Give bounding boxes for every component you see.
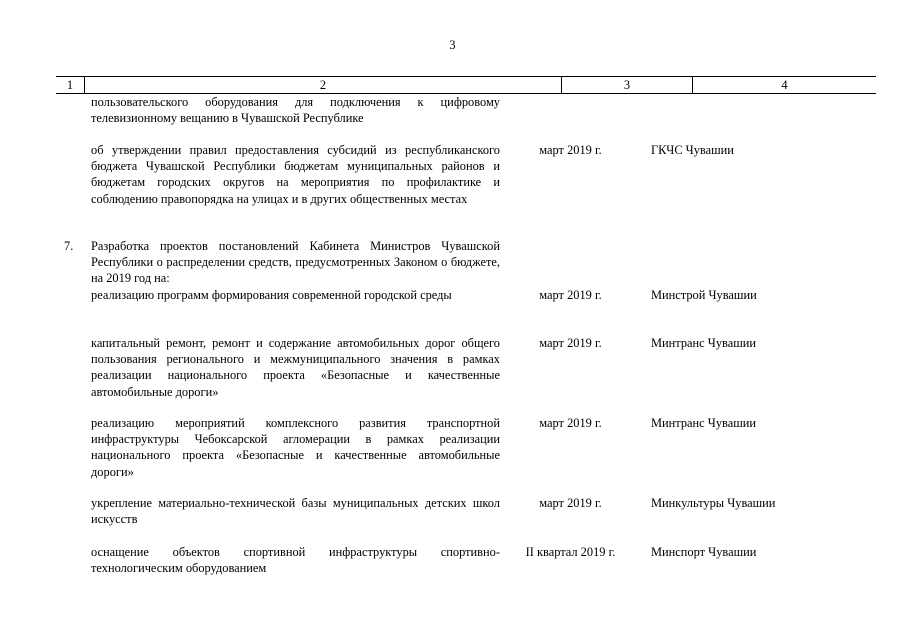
header-cell-3: 3 xyxy=(561,77,692,93)
table-row-text: укрепление материально-технической базы муниципальных детских школ искусств xyxy=(91,496,500,527)
table-row-text: реализацию программ формирования современной городской среды xyxy=(91,288,452,302)
table-row-org: Минстрой Чувашии xyxy=(651,288,757,302)
table-header-row xyxy=(56,76,876,94)
table-row-date: март 2019 г. xyxy=(539,288,602,302)
table-row-date: март 2019 г. xyxy=(539,143,602,157)
table-row-date: II квартал 2019 г. xyxy=(525,545,616,559)
header-cell-4: 4 xyxy=(692,77,876,93)
table-row-date: март 2019 г. xyxy=(539,336,602,350)
table-row-org: ГКЧС Чувашии xyxy=(651,143,734,157)
table-row-text: реализацию мероприятий комплексного развития транспортной инфраструктуры Чебоксарской агломерации в рамках реализации национального проекта «Безопасные и качественные автомобильные дороги» xyxy=(91,416,500,479)
table-row-text: капитальный ремонт, ремонт и содержание автомобильных дорог общего пользования регионального и межмуниципального значения в рамках реализации национального проекта «Безопасные и качественные автомобильные дороги» xyxy=(91,336,500,399)
table-row-text: об утверждении правил предоставления субсидий из республиканского бюджета Чувашской Республики бюджетам муниципальных районов и бюджетам городских округов на мероприятия по профилактике и соблюдению правопорядка на улицах и в других общественных местах xyxy=(91,143,500,206)
table-row-text: Разработка проектов постановлений Кабинета Министров Чувашской Республики о распределении средств, предусмотренных Законом о бюджете, на 2019 год на: xyxy=(91,239,500,286)
header-cell-1: 1 xyxy=(66,78,74,92)
table-row-org: Минкультуры Чувашии xyxy=(651,496,776,510)
table-row-text: оснащение объектов спортивной инфраструктуры спортивно-технологическим оборудованием xyxy=(91,545,500,576)
page-number: 3 xyxy=(449,38,456,52)
header-cell-2: 2 xyxy=(84,77,561,93)
table-row-text: пользовательского оборудования для подключения к цифровому телевизионному вещанию в Чувашской Республике xyxy=(91,95,500,126)
table-row-org: Минтранс Чувашии xyxy=(651,336,757,350)
table-row-org: Минспорт Чувашии xyxy=(651,545,757,559)
table-row-date: март 2019 г. xyxy=(539,496,602,510)
table-row-org: Минтранс Чувашии xyxy=(651,416,757,430)
table-row-number: 7. xyxy=(64,239,74,253)
table-row-date: март 2019 г. xyxy=(539,416,602,430)
